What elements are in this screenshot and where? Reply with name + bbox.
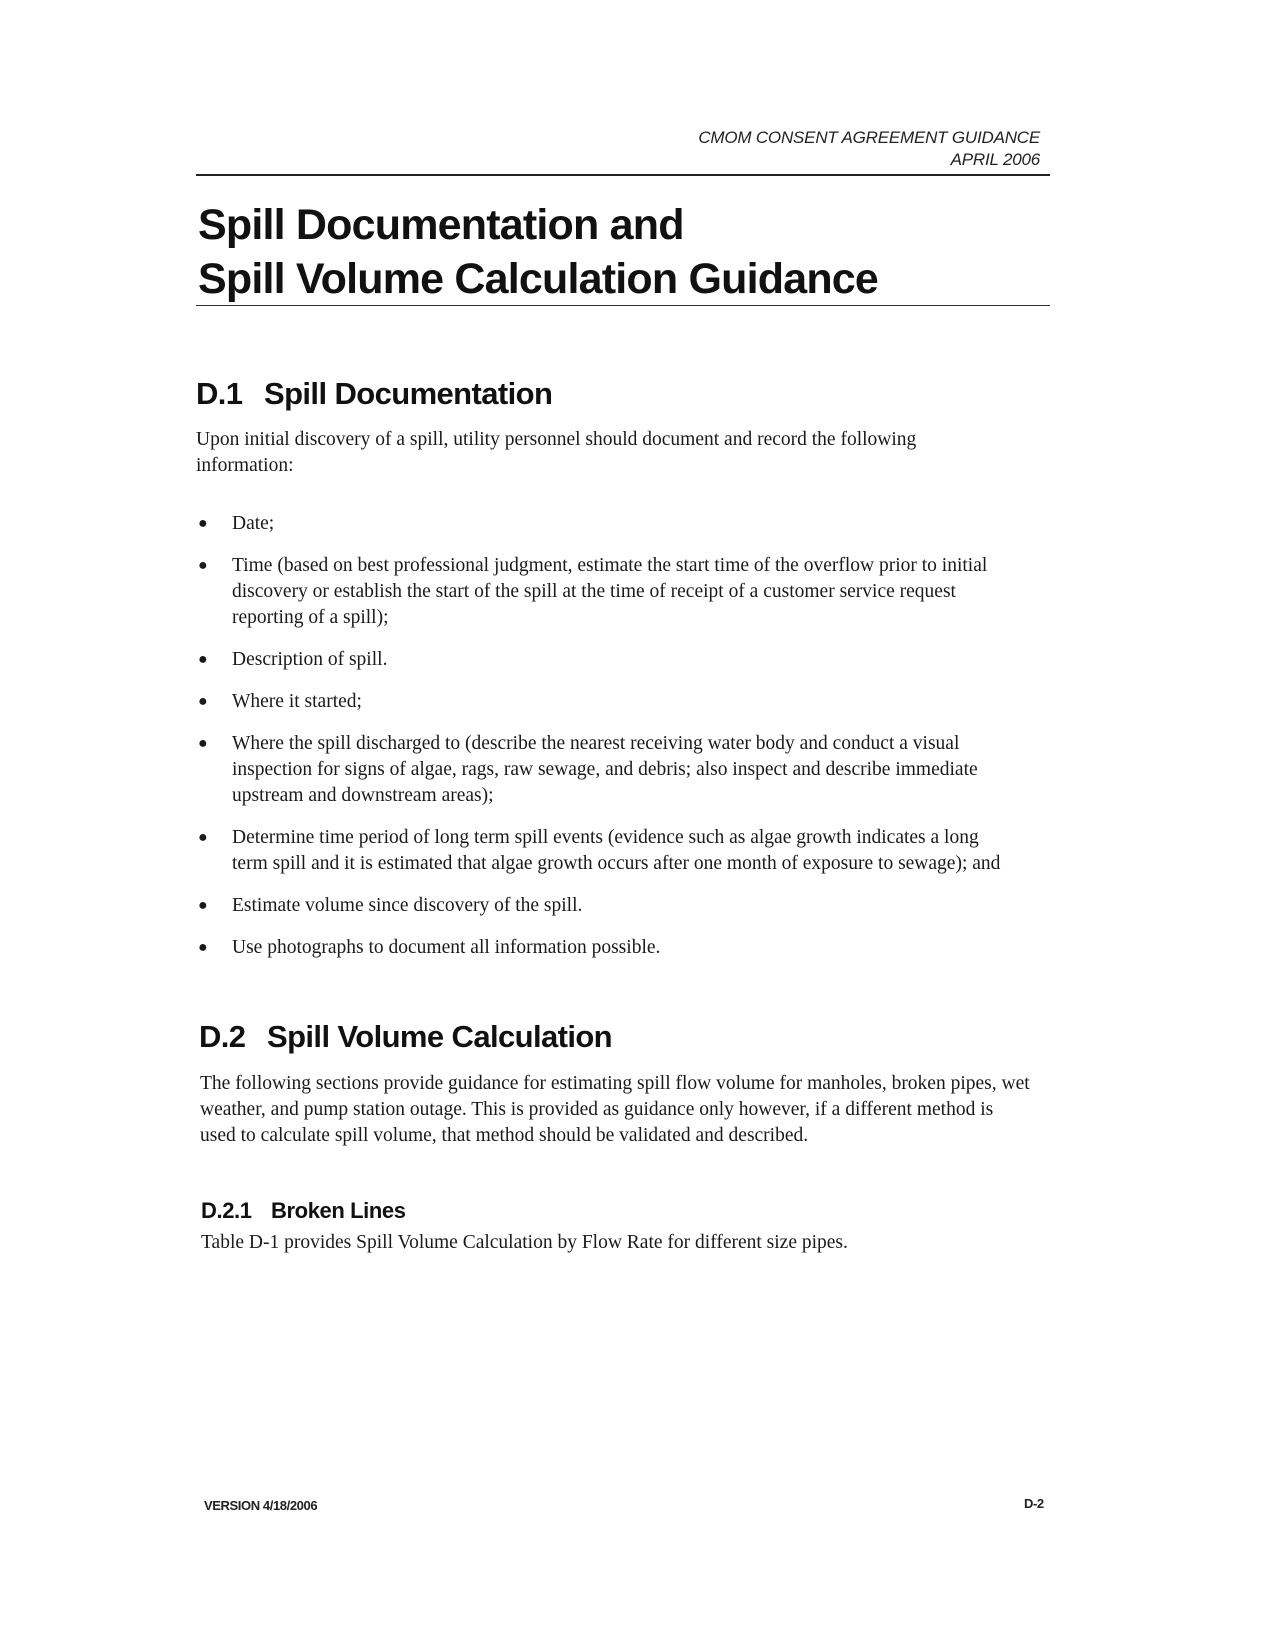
section-heading-d1 — [196, 375, 996, 413]
footer-version: VERSION 4/18/2006 — [204, 1498, 318, 1513]
section-d21-paragraph: Table D-1 provides Spill Volume Calculation by Flow Rate for different size pipes. — [201, 1232, 848, 1253]
footer-page-number: D-2 — [1024, 1496, 1044, 1511]
list-item-text: Determine time period of long term spill events (evidence such as algae growth indicates a long term spill and it is estimated that algae growth occurs after one month of exposure to sewage); and — [232, 827, 1001, 874]
list-item — [196, 893, 1016, 919]
list-item — [196, 511, 1016, 537]
section-number-d1: D.1 — [196, 376, 243, 411]
bullet-icon: ● — [198, 515, 208, 532]
section-title-d1: Spill Documentation — [264, 376, 553, 411]
section-number-d2: D.2 — [199, 1019, 246, 1054]
list-item — [196, 935, 1016, 961]
list-item — [196, 731, 1016, 809]
section-d1-intro: Upon initial discovery of a spill, utility personnel should document and record the following information: — [196, 429, 917, 476]
list-item-text: Estimate volume since discovery of the spill. — [232, 895, 583, 916]
list-item-text: Date; — [232, 513, 275, 534]
bullet-icon: ● — [198, 939, 208, 956]
bullet-icon: ● — [198, 735, 208, 752]
header-date: APRIL 2006 — [950, 150, 1040, 169]
list-item — [196, 553, 1016, 631]
list-item — [196, 647, 1016, 673]
page-title — [198, 198, 1048, 306]
bullet-icon: ● — [198, 557, 208, 574]
bullet-icon: ● — [198, 897, 208, 914]
spill-information-list — [196, 511, 1016, 977]
list-item-text: Time (based on best professional judgment, estimate the start time of the overflow prior to initial discovery or establish the start of the spill at the time of receipt of a customer service request reporting of a spill); — [232, 555, 988, 628]
list-item-text: Where it started; — [232, 691, 362, 712]
section-title-d21: Broken Lines — [271, 1198, 406, 1223]
header-agreement-title: CMOM CONSENT AGREEMENT GUIDANCE — [698, 128, 1040, 147]
list-item-text: Description of spill. — [232, 649, 388, 670]
bullet-icon: ● — [198, 693, 208, 710]
page-title-line-2: Spill Volume Calculation Guidance — [198, 255, 879, 303]
bullet-icon: ● — [198, 651, 208, 668]
bullet-icon: ● — [198, 829, 208, 846]
section-title-d2: Spill Volume Calculation — [267, 1019, 613, 1054]
running-header — [196, 127, 1050, 171]
header-divider — [196, 174, 1050, 176]
section-d2-paragraph: The following sections provide guidance for estimating spill flow volume for manholes, broken pipes, wet weather, and pump station outage. This is provided as guidance only however, if a different method is used to calculate spill volume, that method should be validated and described. — [200, 1073, 1030, 1146]
list-item — [196, 825, 1016, 877]
title-divider — [196, 305, 1050, 306]
section-heading-d21 — [201, 1197, 1001, 1225]
list-item-text: Use photographs to document all information possible. — [232, 937, 661, 958]
section-number-d21: D.2.1 — [201, 1198, 252, 1223]
list-item-text: Where the spill discharged to (describe the nearest receiving water body and conduct a visual inspection for signs of algae, rags, raw sewage, and debris; also inspect and describe immediate upstream and downstream areas); — [232, 733, 978, 806]
page-title-line-1: Spill Documentation and — [198, 201, 684, 249]
list-item — [196, 689, 1016, 715]
section-heading-d2 — [199, 1018, 999, 1056]
